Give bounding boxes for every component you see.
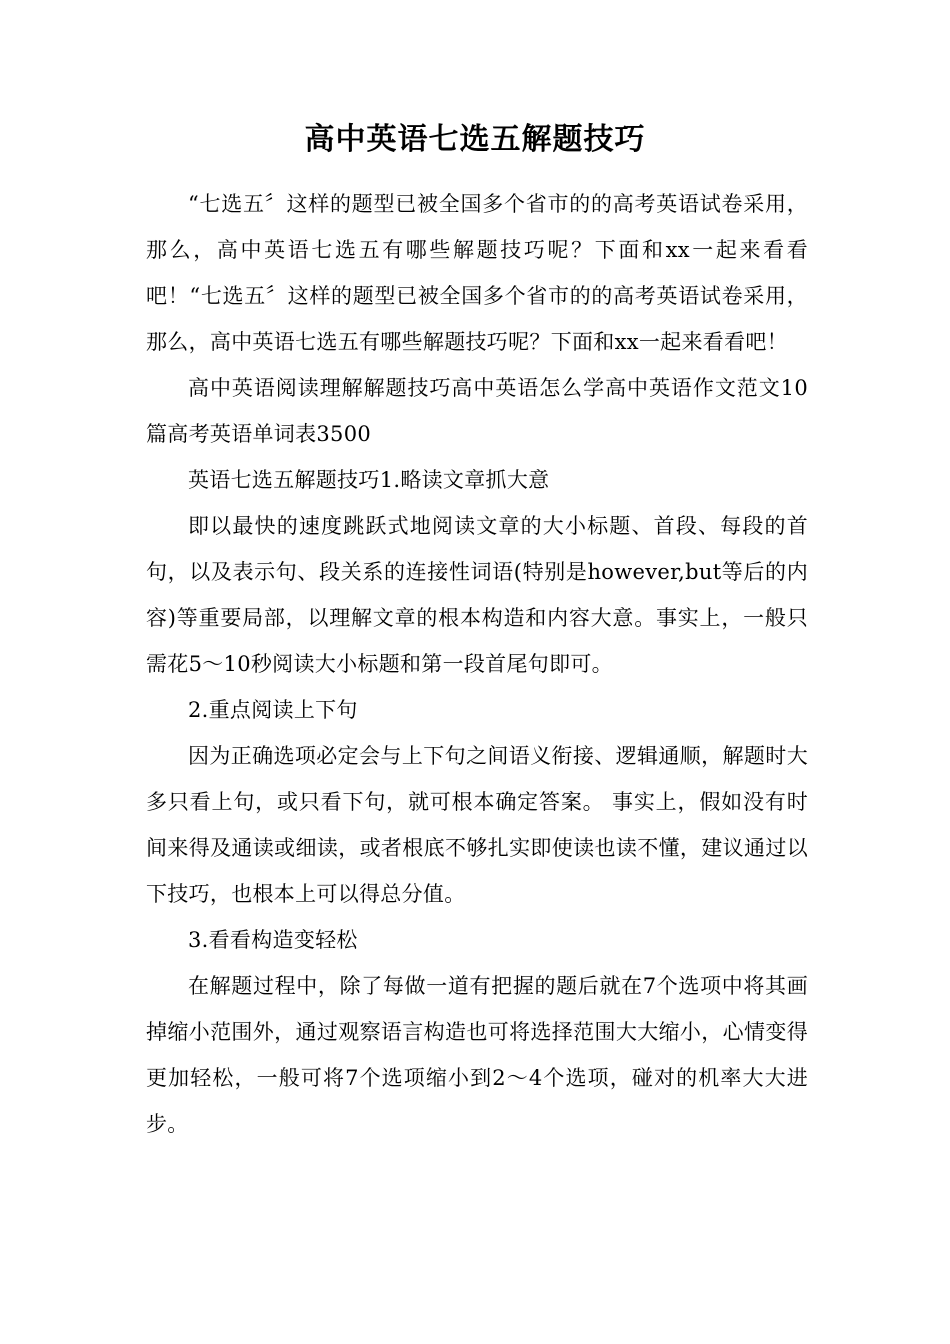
tip-1-heading: 英语七选五解题技巧1.略读文章抓大意 (188, 468, 550, 492)
tip-1-paragraph: 即以最快的速度跳跃式地阅读文章的大小标题、首段、每段的首句，以及表示句、段关系的连接性词语(特别是however,but等后的内容)等重要局部，以理解文章的根本构造和内容大意。事实上，一般只需花5～10秒阅读大小标题和第一段首尾句即可。 (146, 514, 808, 676)
document-body (146, 181, 808, 1147)
tip-2-heading: 2.重点阅读上下句 (188, 698, 358, 722)
tip-3-heading: 3.看看构造变轻松 (188, 928, 358, 952)
related-links-paragraph: 高中英语阅读理解解题技巧高中英语怎么学高中英语作文范文10篇高考英语单词表3500 (146, 376, 808, 446)
tip-2-paragraph: 因为正确选项必定会与上下句之间语义衔接、逻辑通顺，解题时大多只看上句，或只看下句，就可根本确定答案。 事实上，假如没有时间来得及通读或细读，或者根底不够扎实即使读也读不懂，建议通过以下技巧，也根本上可以得总分值。 (146, 744, 808, 906)
intro-paragraph: “七选五〞这样的题型已被全国多个省市的的高考英语试卷采用，那么，高中英语七选五有哪些解题技巧呢？下面和xx一起来看看吧！“七选五〞这样的题型已被全国多个省市的的高考英语试卷采用，那么，高中英语七选五有哪些解题技巧呢？下面和xx一起来看看吧！ (146, 192, 808, 354)
document-title: 高中英语七选五解题技巧 (304, 122, 646, 157)
tip-3-paragraph: 在解题过程中，除了每做一道有把握的题后就在7个选项中将其画掉缩小范围外，通过观察语言构造也可将选择范围大大缩小，心情变得更加轻松，一般可将7个选项缩小到2～4个选项，碰对的机率大大进步。 (146, 974, 808, 1136)
